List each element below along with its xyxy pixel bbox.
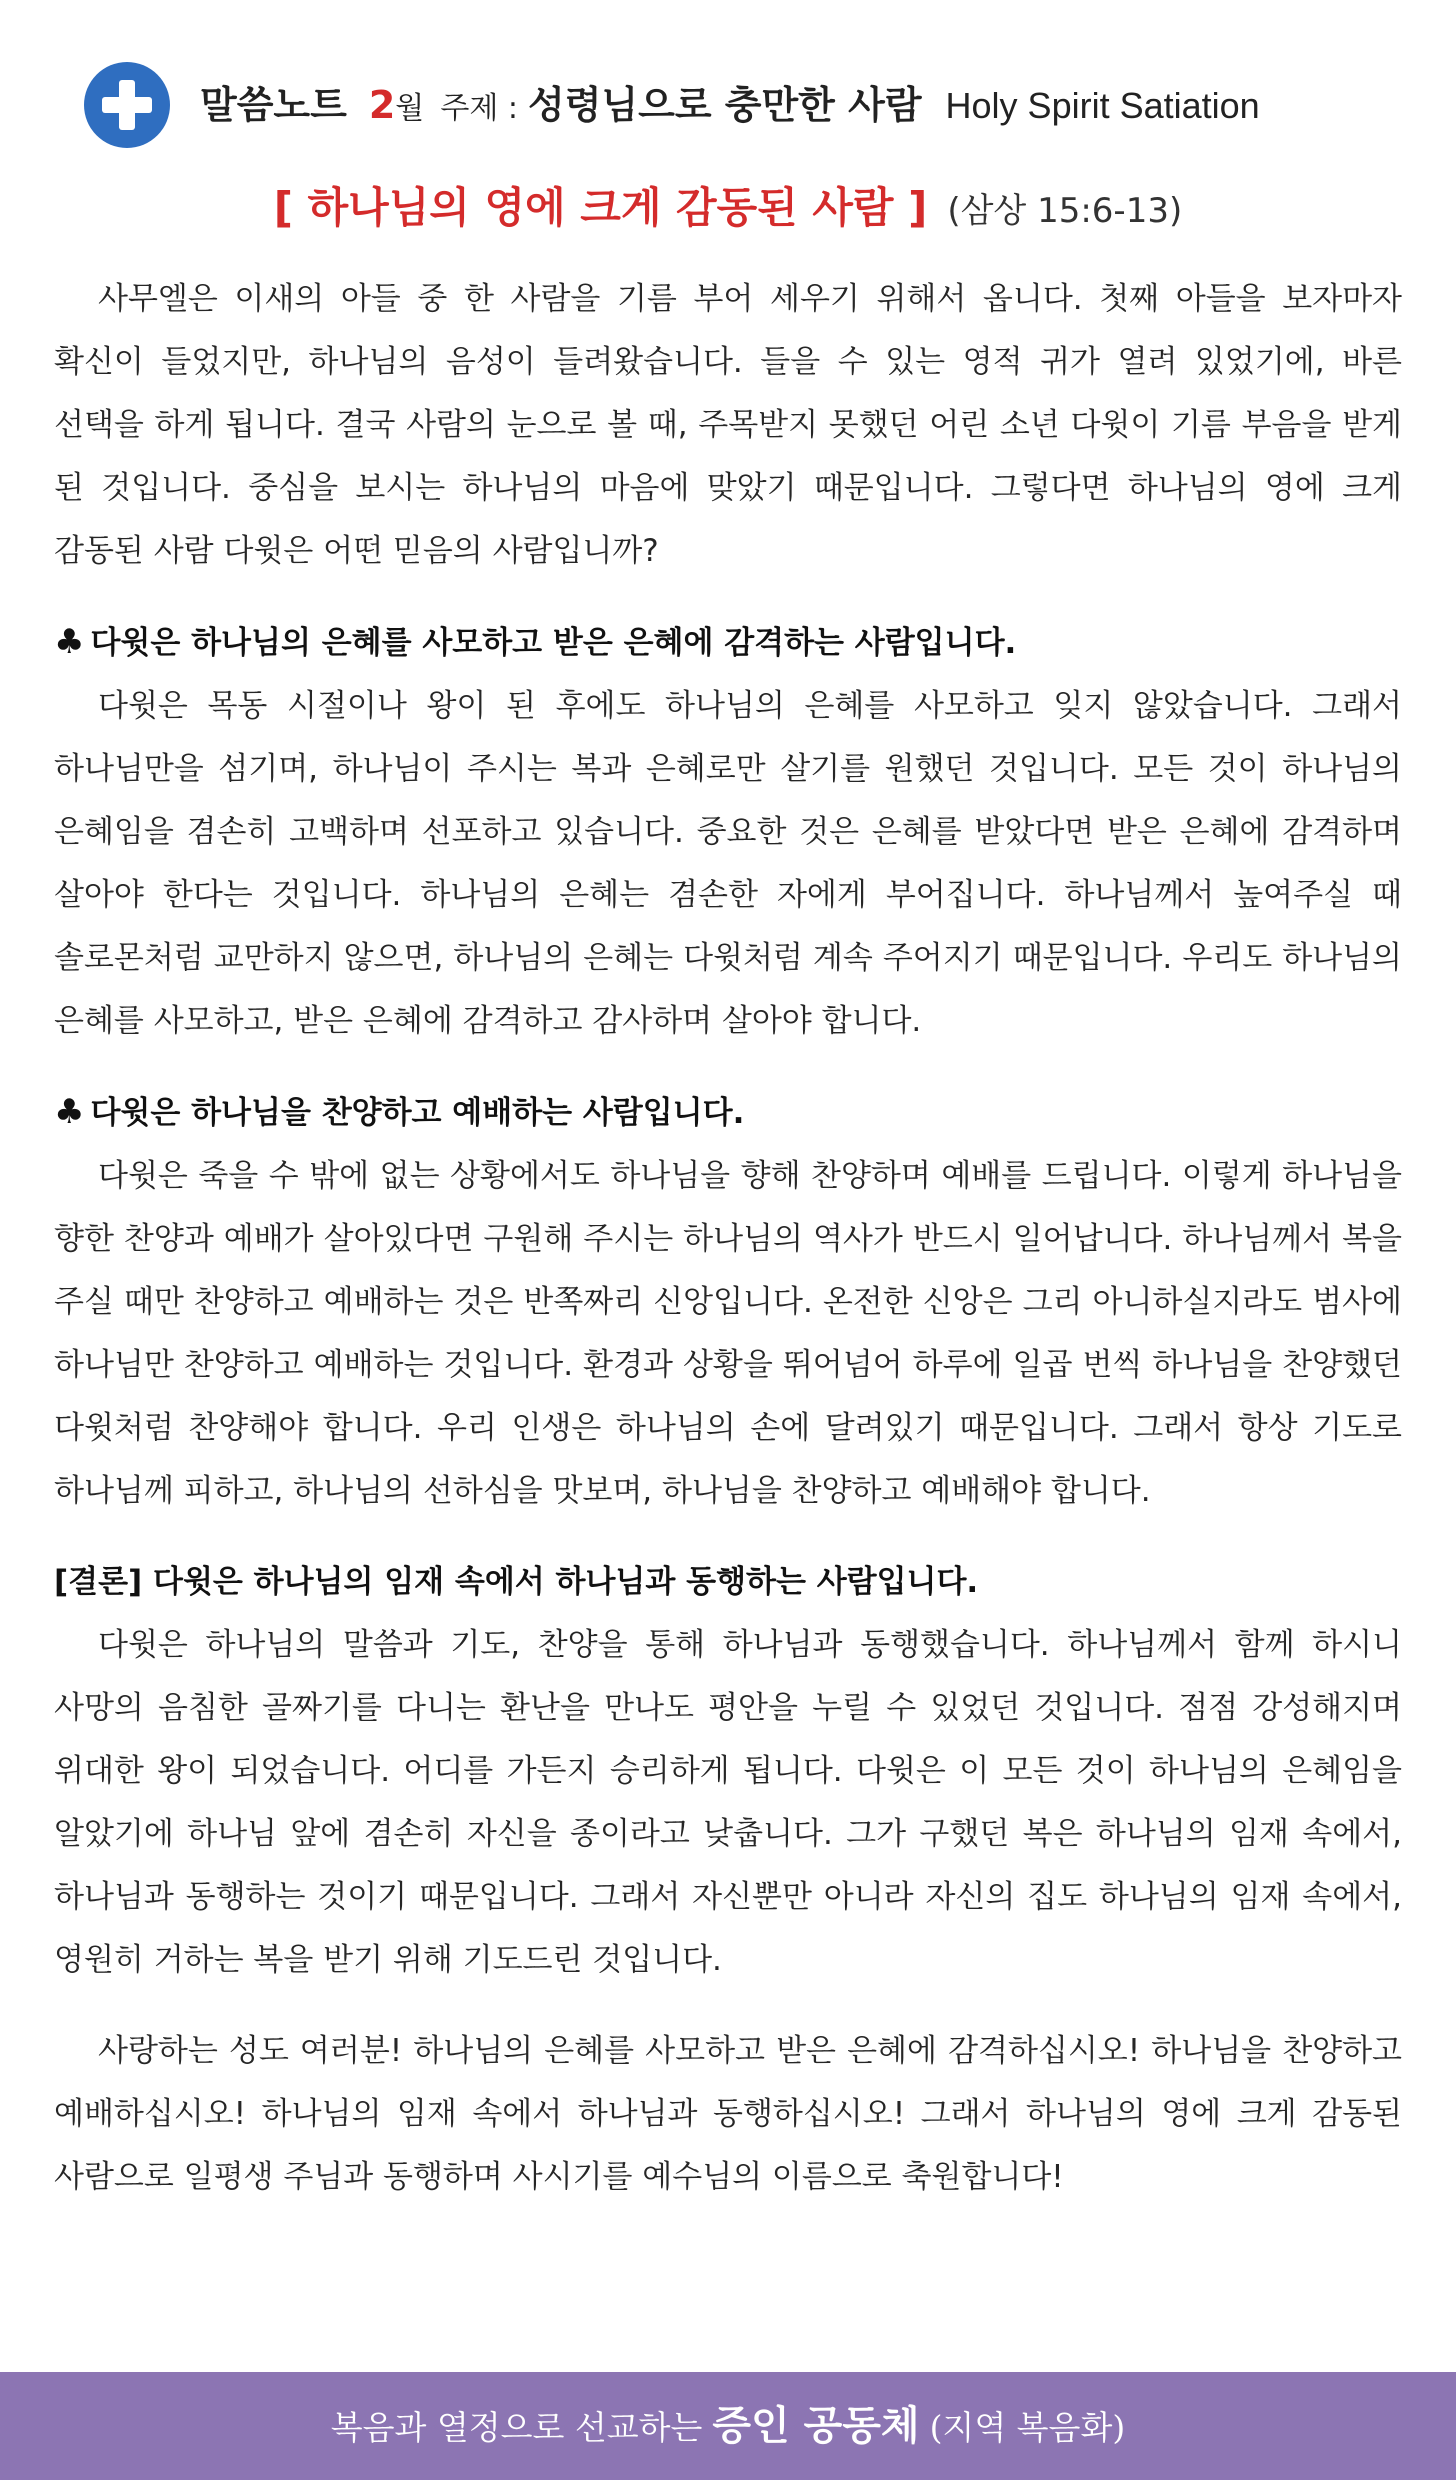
cross-icon: [84, 62, 170, 148]
footer-suffix: (지역 복음화): [929, 2408, 1126, 2447]
section-body-2: 다윗은 죽을 수 밖에 없는 상황에서도 하나님을 향해 찬양하며 예배를 드립니다. 이렇게 하나님을 향한 찬양과 예배가 살아있다면 구원해 주시는 하나님의 역사가 반드시 일어납니다. 하나님께서 복을 주실 때만 찬양하고 예배하는 것은 반쪽짜리 신앙입니다. 온전한 신앙은 그리 아니하실지라도 범사에 하나님만 찬양하고 예배하는 것입니다. 환경과 상황을 뛰어넘어 하루에 일곱 번씩 하나님을 찬양했던 다윗처럼 찬양해야 합니다. 우리 인생은 하나님의 손에 달려있기 때문입니다. 그래서 항상 기도로 하나님께 피하고, 하나님의 선하심을 맛보며, 하나님을 찬양하고 예배해야 합니다.: [54, 1158, 1402, 1509]
sermon-title-line: [0, 178, 1456, 247]
month-suffix: 월: [395, 91, 425, 126]
club-icon: ♣: [54, 1092, 85, 1132]
footer-banner: [0, 2372, 1456, 2480]
closing-paragraph: 사랑하는 성도 여러분! 하나님의 은혜를 사모하고 받은 은혜에 감격하십시오! 하나님을 찬양하고 예배하십시오! 하나님의 임재 속에서 하나님과 동행하십시오! 그래서 하나님의 영에 크게 감동된 사람으로 일평생 주님과 동행하며 사시기를 예수님의 이름으로 축원합니다!: [54, 2033, 1402, 2195]
section-heading-text: [결론] 다윗은 하나님의 임재 속에서 하나님과 동행하는 사람입니다.: [54, 1564, 979, 1600]
header-title-line: [200, 76, 1260, 138]
conclusion-body: 다윗은 하나님의 말씀과 기도, 찬양을 통해 하나님과 동행했습니다. 하나님께서 함께 하시니 사망의 음침한 골짜기를 다니는 환난을 만나도 평안을 누릴 수 있었던 것입니다. 점점 강성해지며 위대한 왕이 되었습니다. 어디를 가든지 승리하게 됩니다. 다윗은 이 모든 것이 하나님의 은혜임을 알았기에 하나님 앞에 겸손히 자신을 종이라고 낮춥니다. 그가 구했던 복은 하나님의 임재 속에서, 하나님과 동행하는 것이기 때문입니다. 그래서 자신뿐만 아니라 자신의 집도 하나님의 임재 속에서, 영원히 거하는 복을 받기 위해 기도드린 것입니다.: [54, 1627, 1402, 1978]
footer-prefix: 복음과 열정으로 선교하는: [330, 2408, 703, 2447]
conclusion-heading: [54, 1551, 1402, 1614]
section-body-1: 다윗은 목동 시절이나 왕이 된 후에도 하나님의 은혜를 사모하고 잊지 않았습니다. 그래서 하나님만을 섬기며, 하나님이 주시는 복과 은혜로만 살기를 원했던 것입니다. 모든 것이 하나님의 은혜임을 겸손히 고백하며 선포하고 있습니다. 중요한 것은 은혜를 받았다면 받은 은혜에 감격하며 살아야 한다는 것입니다. 하나님의 은혜는 겸손한 자에게 부어집니다. 하나님께서 높여주실 때 솔로몬처럼 교만하지 않으면, 하나님의 은혜는 다윗처럼 계속 주어지기 때문입니다. 우리도 하나님의 은혜를 사모하고, 받은 은혜에 감격하고 감사하며 살아야 합니다.: [54, 688, 1402, 1039]
month-number: 2: [368, 83, 396, 127]
sermon-title: [ 하나님의 영에 크게 감동된 사람 ]: [273, 183, 928, 232]
scripture-reference: (삼상 15:6-13): [947, 191, 1183, 231]
section-heading-1: [54, 611, 1402, 675]
section-heading-text: 다윗은 하나님을 찬양하고 예배하는 사람입니다.: [90, 1095, 745, 1131]
section-heading-text: 다윗은 하나님의 은혜를 사모하고 받은 은혜에 감격하는 사람입니다.: [90, 625, 1017, 661]
theme-english: Holy Spirit Satiation: [945, 85, 1260, 126]
theme-title: 성령님으로 충만한 사람: [527, 83, 922, 127]
section-heading-2: [54, 1081, 1402, 1145]
intro-paragraph: 사무엘은 이새의 아들 중 한 사람을 기름 부어 세우기 위해서 옵니다. 첫째 아들을 보자마자 확신이 들었지만, 하나님의 음성이 들려왔습니다. 들을 수 있는 영적 귀가 열려 있었기에, 바른 선택을 하게 됩니다. 결국 사람의 눈으로 볼 때, 주목받지 못했던 어린 소년 다윗이 기름 부음을 받게 된 것입니다. 중심을 보시는 하나님의 마음에 맞았기 때문입니다. 그렇다면 하나님의 영에 크게 감동된 사람 다윗은 어떤 믿음의 사람입니까?: [54, 281, 1402, 569]
theme-label: 주제 :: [440, 91, 518, 126]
note-label: 말씀노트: [200, 83, 347, 127]
sermon-body: [54, 268, 1402, 2209]
footer-community-name: 증인 공동체: [712, 2402, 920, 2449]
club-icon: ♣: [54, 622, 85, 662]
page-header: [0, 62, 1456, 148]
